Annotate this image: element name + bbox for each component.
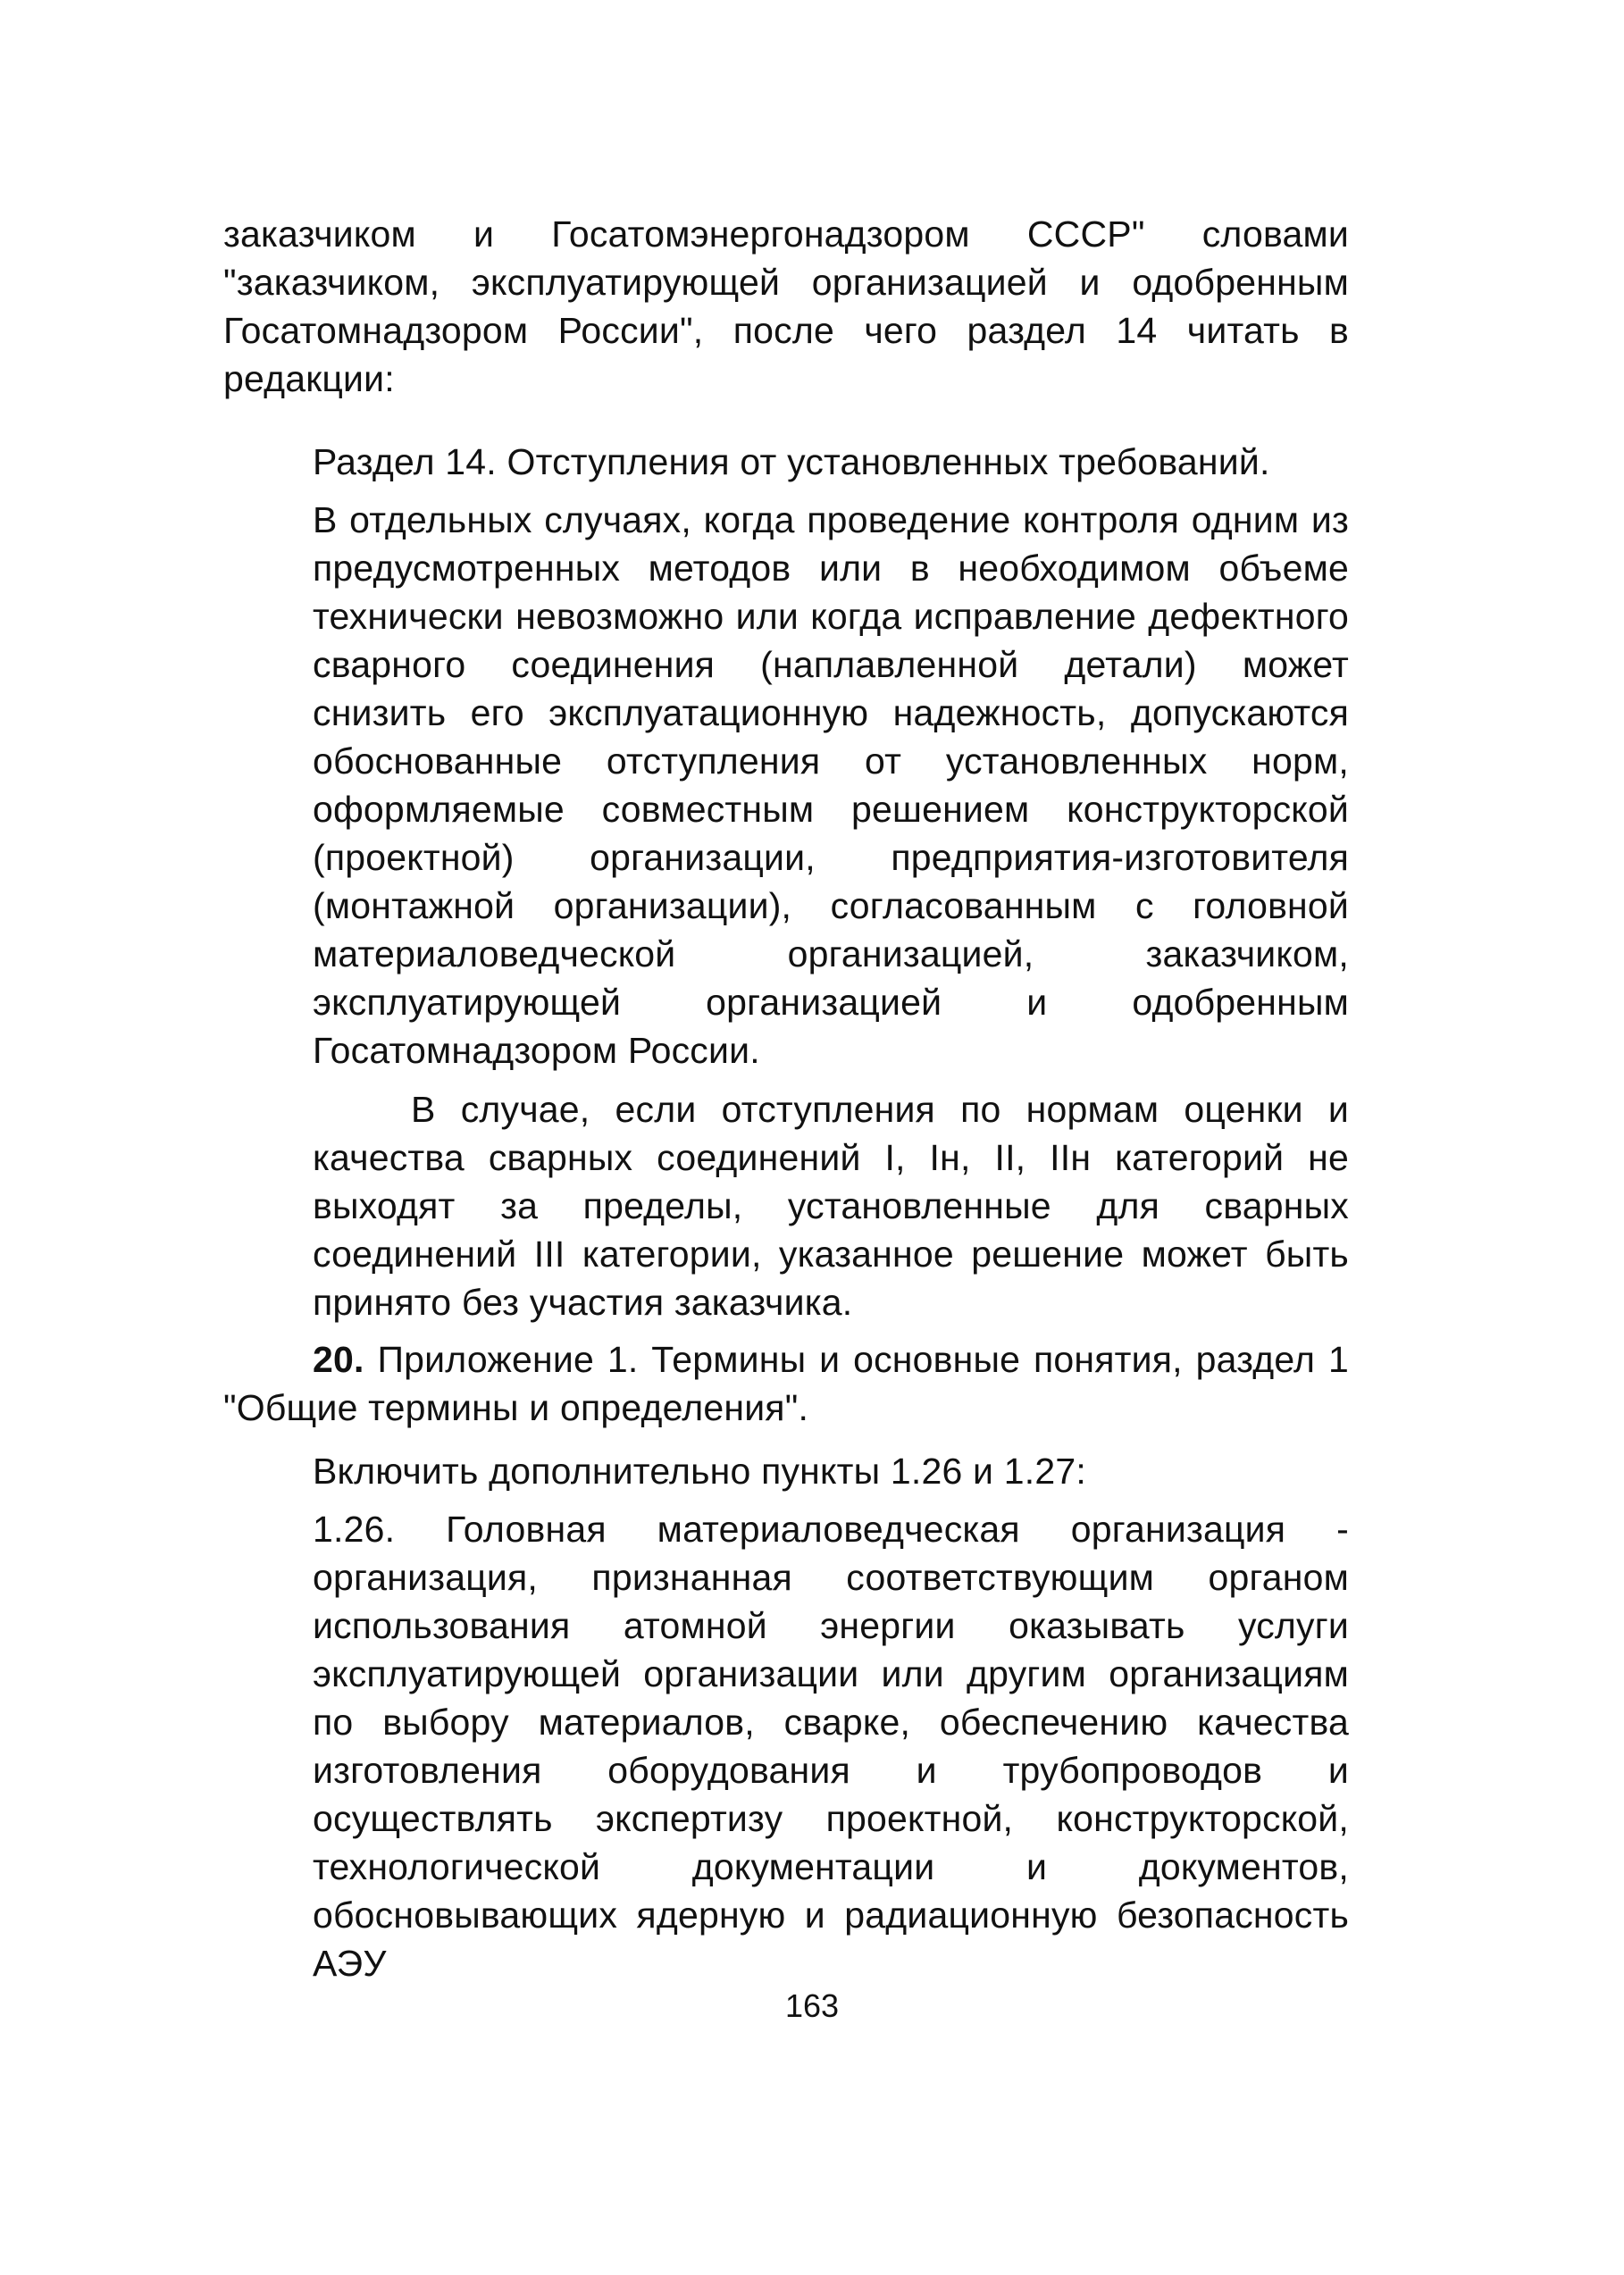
paragraph-2: В случае, если отступления по нормам оценки и качества сварных соединений I, Iн, II, IIн категорий не выходят за пределы, установленные для сварных соединений III категории, указанное решение может быть принято без участия заказчика. [313,1089,1349,1323]
paragraph-1-26: 1.26. Головная материаловедческая организация - организация, признанная соответствующим органом использования атомной энергии оказывать услуги эксплуатирующей организации или другим организациям по выбору материалов, сварке, обеспечению качества изготовления оборудования и трубопроводов и осуществлять экспертизу проектной, конструкторской, технологической документации и документов, обосновывающих ядерную и радиационную безопасность АЭУ [313,1509,1349,1984]
continuation-paragraph: заказчиком и Госатомэнергонадзором СССР" словами "заказчиком, эксплуатирующей организацией и одобренным Госатомнадзором России", после чего раздел 14 читать в редакции: [223,213,1349,399]
item-20-paragraph [223,1335,1349,1432]
include-instruction [223,1447,1349,1495]
include-line: Включить дополнительно пункты 1.26 и 1.27: [313,1451,1086,1492]
section-14 [223,438,1349,486]
page-number: 163 [784,1987,840,2024]
definition-1-26 [223,1505,1349,1987]
section-14-body [223,496,1349,1075]
paragraph-1: В отдельных случаях, когда проведение контроля одним из предусмотренных методов или в необходимом объеме технически невозможно или когда исправление дефектного сварного соединения (наплавленной детали) может снизить его эксплуатационную надежность, допускаются обоснованные отступления от установленных норм, оформляемые совместным решением конструкторской (проектной) организации, предприятия-изготовителя (монтажной организации), согласованным с головной материаловедческой организацией, заказчиком, эксплуатирующей организацией и одобренным Госатомнадзором России. [313,499,1349,1071]
section-heading: Раздел 14. Отступления от установленных требований. [313,441,1270,482]
item-20 [223,1335,1349,1432]
item-number: 20. [313,1339,364,1380]
section-14-body-2 [223,1085,1349,1326]
continuation-text [223,210,1349,403]
item-text: Приложение 1. Термины и основные понятия, раздел 1 "Общие термины и определения". [223,1339,1349,1428]
